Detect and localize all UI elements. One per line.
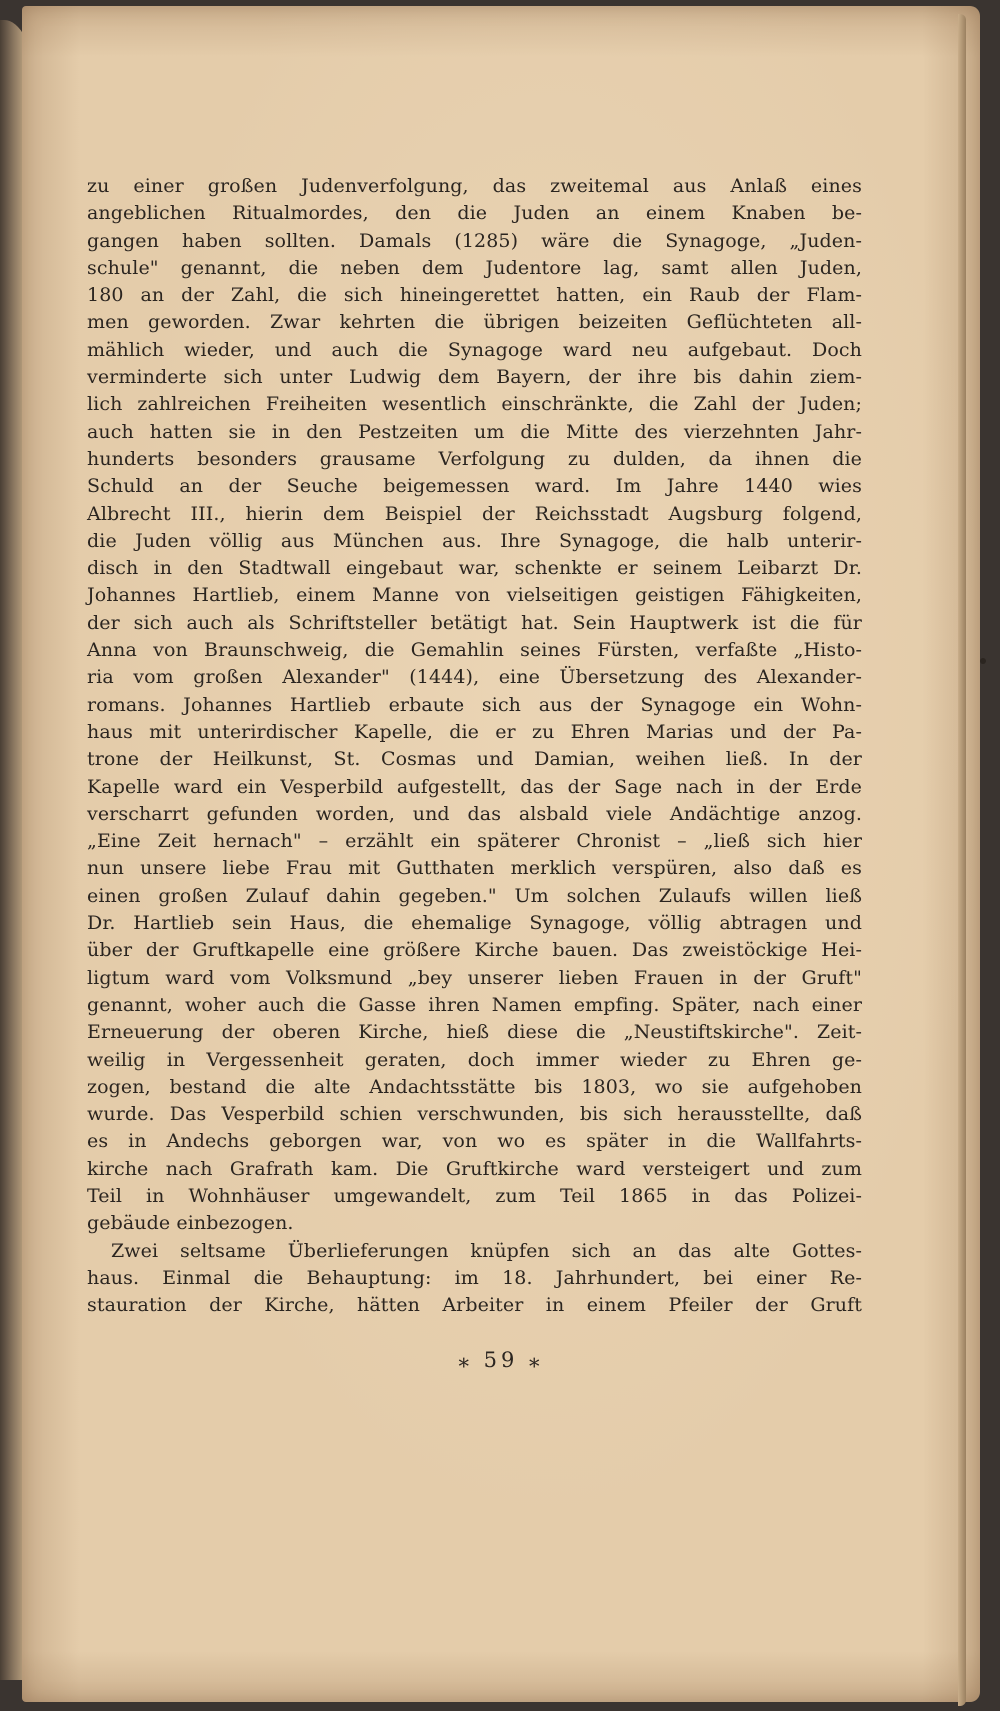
- text-line: Dr. Hartlieb sein Haus, die ehemalige Synagoge, völlig abtragen und: [87, 912, 862, 935]
- text-line: men geworden. Zwar kehrten die übrigen beizeiten Geflüchteten all-: [87, 311, 862, 334]
- text-line: haus mit unterirdischer Kapelle, die er zu Ehren Marias und der Pa-: [87, 720, 862, 743]
- text-line: zogen, bestand die alte Andachtsstätte bis 1803, wo sie aufgehoben: [87, 1075, 862, 1098]
- text-line: ligtum ward vom Volksmund „bey unserer lieben Frauen in der Gruft": [87, 966, 862, 989]
- text-line: auch hatten sie in den Pestzeiten um die Mitte des vierzehnten Jahr-: [87, 420, 862, 443]
- text-line: stauration der Kirche, hätten Arbeiter in einem Pfeiler der Gruft: [87, 1294, 862, 1317]
- text-line: trone der Heilkunst, St. Cosmas und Damian, weihen ließ. In der: [87, 748, 862, 771]
- text-line: wurde. Das Vesperbild schien verschwunden, bis sich herausstellte, daß: [87, 1103, 862, 1126]
- text-line: haus. Einmal die Behauptung: im 18. Jahrhundert, bei einer Re-: [87, 1266, 862, 1289]
- text-line: der sich auch als Schriftsteller betätigt hat. Sein Hauptwerk ist die für: [87, 611, 862, 634]
- text-line: romans. Johannes Hartlieb erbaute sich aus der Synagoge ein Wohn-: [87, 693, 862, 716]
- text-line: Schuld an der Seuche beigemessen ward. Im Jahre 1440 wies: [87, 475, 862, 498]
- text-line: ria vom großen Alexander" (1444), eine Übersetzung des Alexander-: [87, 666, 862, 689]
- text-line: schule" genannt, die neben dem Judentore lag, samt allen Juden,: [87, 256, 862, 279]
- text-line: Erneuerung der oberen Kirche, hieß diese die „Neustiftskirche". Zeit-: [87, 1021, 862, 1044]
- book-page: [22, 6, 980, 1702]
- text-line: verminderte sich unter Ludwig dem Bayern, der ihre bis dahin ziem-: [87, 366, 862, 389]
- text-line: Kapelle ward ein Vesperbild aufgestellt, das der Sage nach in der Erde: [87, 775, 862, 798]
- text-line: über der Gruftkapelle eine größere Kirche bauen. Das zweistöckige Hei-: [87, 939, 862, 962]
- text-line: einen großen Zulauf dahin gegeben." Um solchen Zulaufs willen ließ: [87, 884, 862, 907]
- text-line: Albrecht III., hierin dem Beispiel der Reichsstadt Augsburg folgend,: [87, 502, 862, 525]
- text-line: es in Andechs geborgen war, von wo es später in die Wallfahrts-: [87, 1130, 862, 1153]
- page-edge: [958, 14, 966, 1706]
- text-line: mählich wieder, und auch die Synagoge ward neu aufgebaut. Doch: [87, 338, 862, 361]
- text-line: Anna von Braunschweig, die Gemahlin seines Fürsten, verfaßte „Histo-: [87, 639, 862, 662]
- text-line: Johannes Hartlieb, einem Manne von vielseitigen geistigen Fähigkeiten,: [87, 584, 862, 607]
- text-line: kirche nach Grafrath kam. Die Gruftkirche ward versteigert und zum: [87, 1157, 862, 1180]
- text-line: gebäude einbezogen.: [87, 1212, 294, 1235]
- page-number: ⁎ 59 ⁎: [458, 1348, 544, 1372]
- text-line: zu einer großen Judenverfolgung, das zweitemal aus Anlaß eines: [87, 175, 862, 197]
- text-line: disch in den Stadtwall eingebaut war, schenkte er seinem Leibarzt Dr.: [87, 557, 862, 580]
- text-line: genannt, woher auch die Gasse ihren Namen empfing. Später, nach einer: [87, 993, 862, 1016]
- text-line: Zwei seltsame Überlieferungen knüpfen sich an das alte Gottes-: [111, 1239, 862, 1262]
- page-body-text: [87, 173, 862, 1319]
- text-line: die Juden völlig aus München aus. Ihre Synagoge, die halb unterir-: [87, 529, 862, 552]
- text-line: Teil in Wohnhäuser umgewandelt, zum Teil 1865 in das Polizei-: [87, 1184, 862, 1207]
- text-line: hunderts besonders grausame Verfolgung zu dulden, da ihnen die: [87, 447, 862, 470]
- text-line: lich zahlreichen Freiheiten wesentlich einschränkte, die Zahl der Juden;: [87, 393, 862, 416]
- text-line: nun unsere liebe Frau mit Gutthaten merklich verspüren, also daß es: [87, 857, 862, 880]
- text-line: weilig in Vergessenheit geraten, doch immer wieder zu Ehren ge-: [87, 1048, 862, 1071]
- text-line: 180 an der Zahl, die sich hineingerettet hatten, ein Raub der Flam-: [87, 284, 862, 307]
- text-line: „Eine Zeit hernach" – erzählt ein späterer Chronist – „ließ sich hier: [87, 830, 862, 853]
- text-line: verscharrt gefunden worden, und das alsbald viele Andächtige anzog.: [87, 802, 862, 825]
- ink-spot: [980, 658, 986, 664]
- text-line: gangen haben sollten. Damals (1285) wäre die Synagoge, „Juden-: [87, 229, 862, 252]
- text-line: angeblichen Ritualmordes, den die Juden an einem Knaben be-: [87, 202, 862, 225]
